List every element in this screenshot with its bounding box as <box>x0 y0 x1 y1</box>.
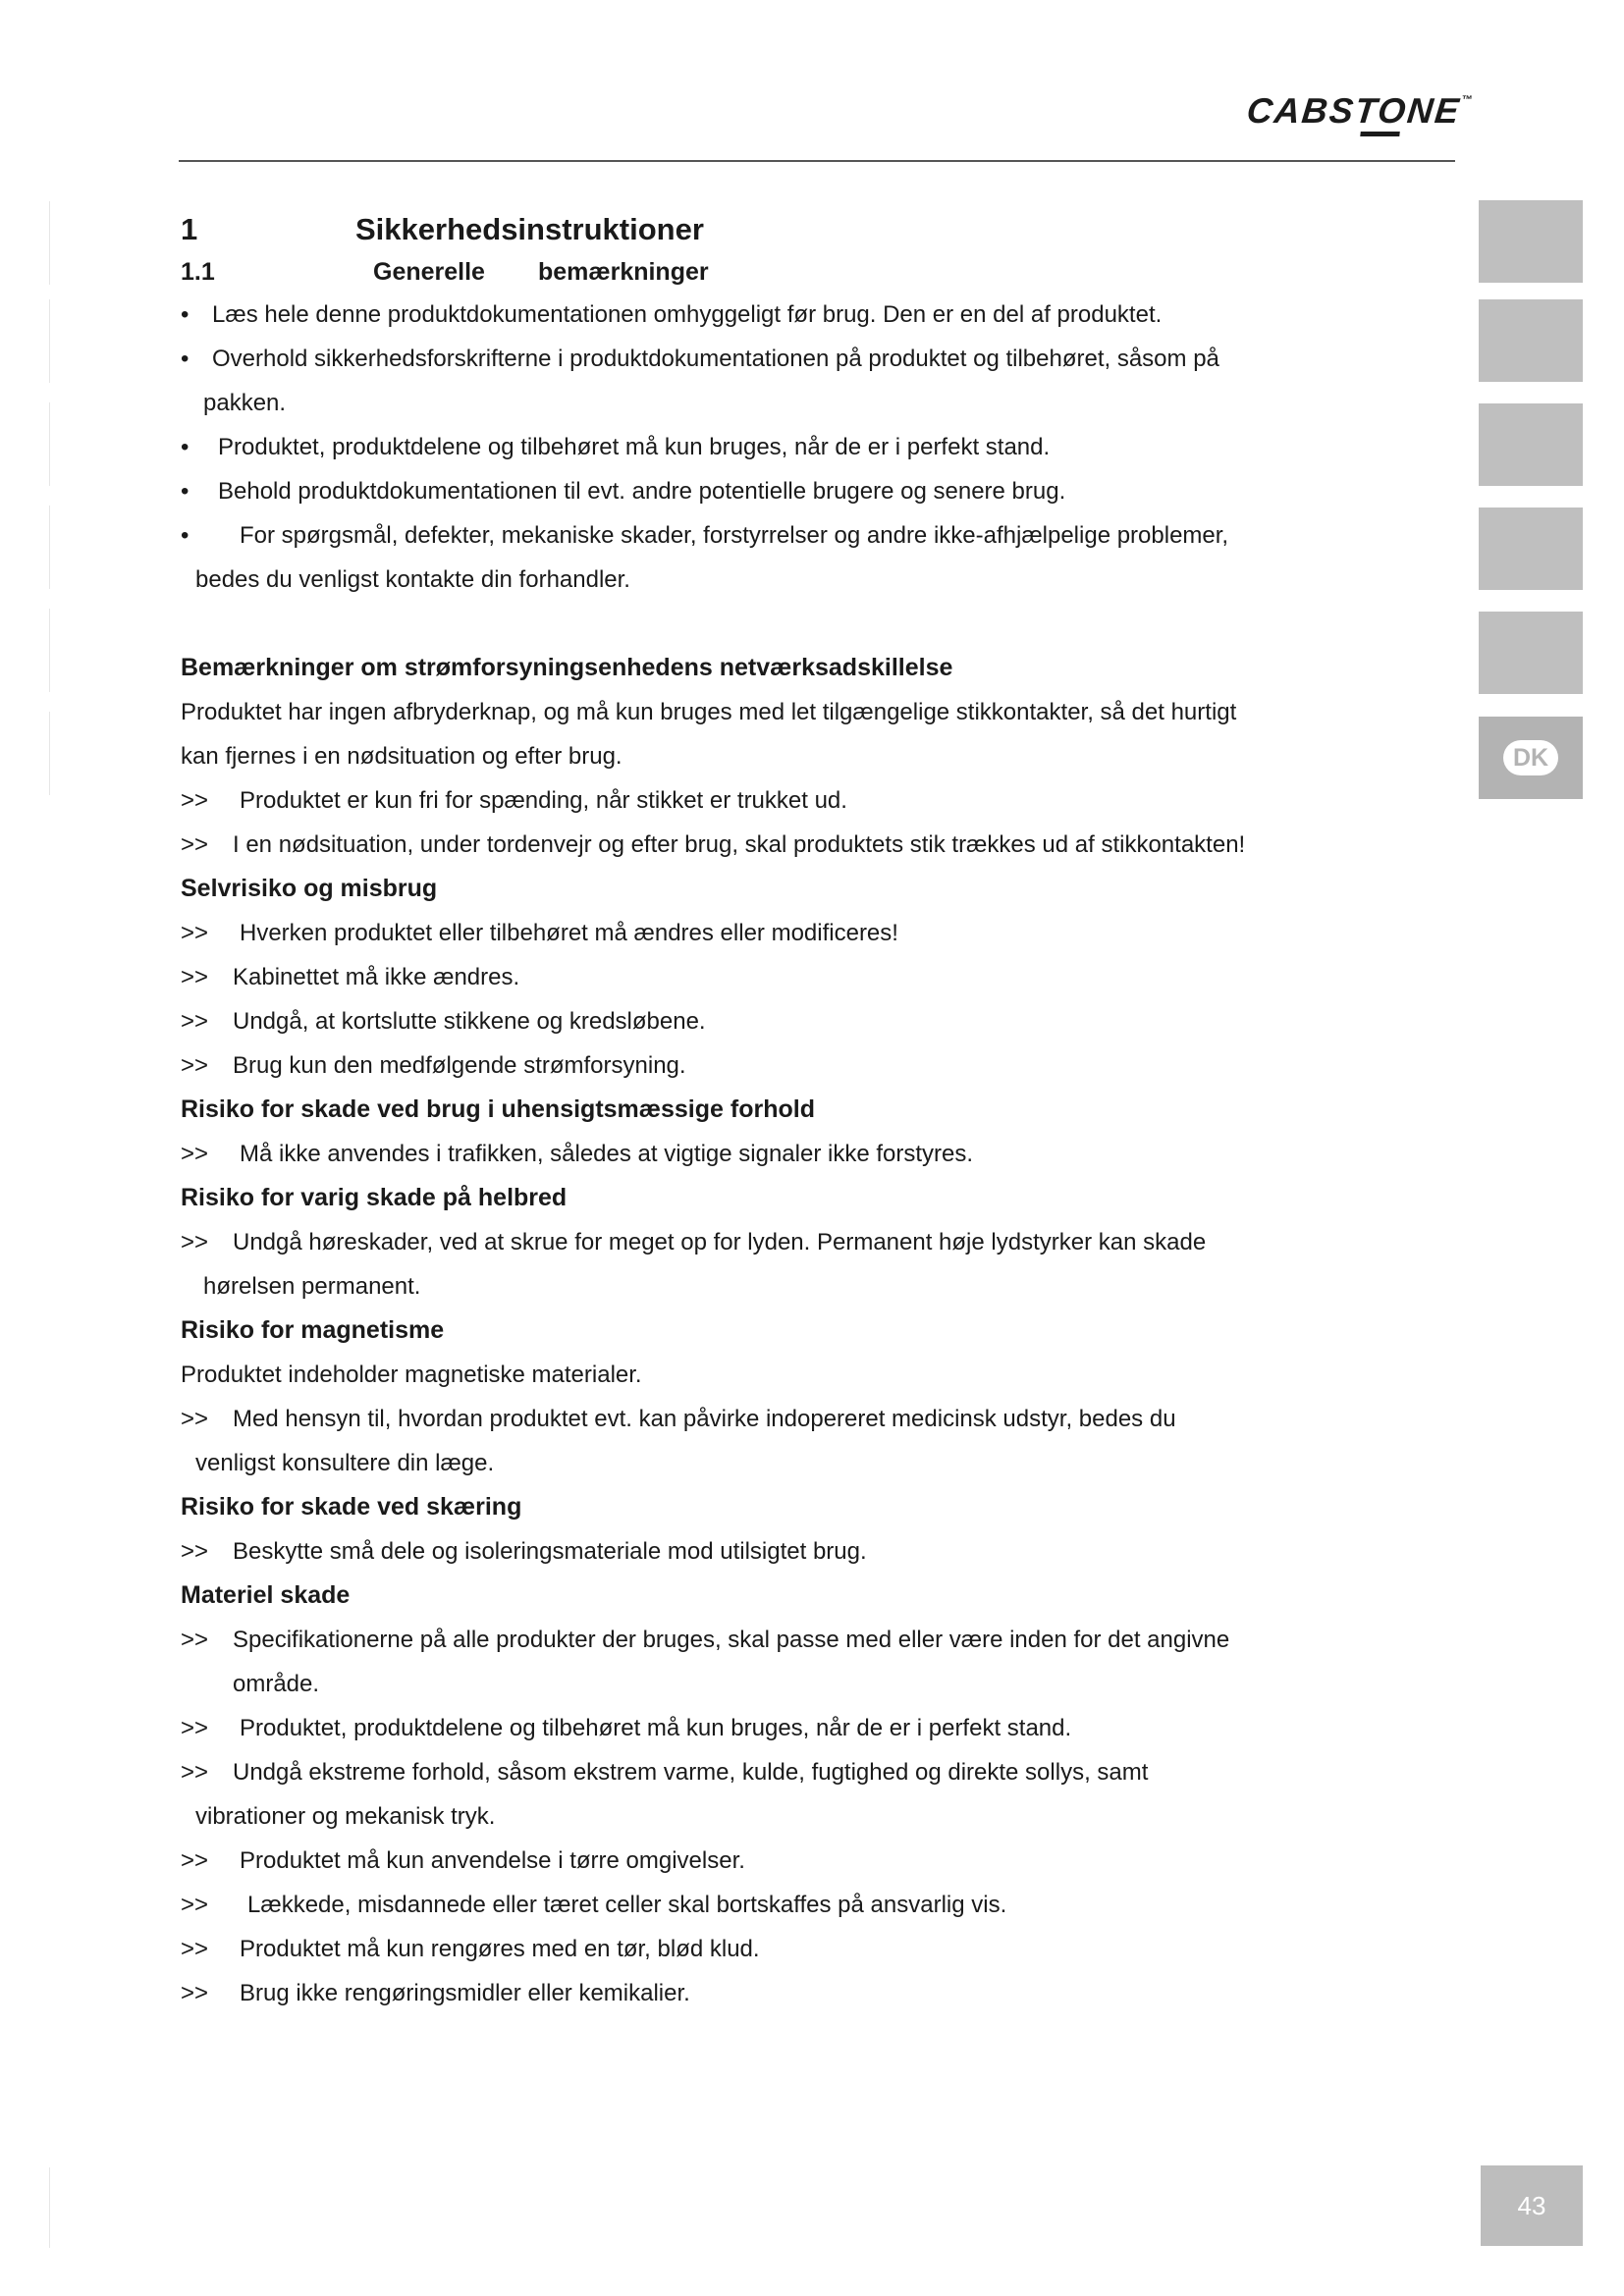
heading-magnetism: Risiko for magnetisme <box>181 1316 445 1344</box>
heading-self-risk: Selvrisiko og misbrug <box>181 875 438 902</box>
section-heading <box>181 208 1388 251</box>
subsection-title-word2: bemærkninger <box>537 257 709 286</box>
document-body <box>181 208 1388 2015</box>
list-item-cont: pakken. <box>203 390 287 416</box>
list-item-cont: venligst konsultere din læge. <box>195 1450 495 1476</box>
list-item: • Overhold sikkerhedsforskrifterne i produktdokumentationen på produktet og tilbehøret, såsom på <box>181 346 1219 372</box>
list-item: >> Specifikationerne på alle produkter der bruges, skal passe med eller være inden for det angivne <box>181 1627 1230 1653</box>
heading-unsafe-conditions: Risiko for skade ved brug i uhensigtsmæssige forhold <box>181 1095 815 1123</box>
list-item: >> Lækkede, misdannede eller tæret celler skal bortskaffes på ansvarlig vis. <box>181 1892 1007 1918</box>
paragraph: Produktet indeholder magnetiske materialer. <box>181 1362 642 1388</box>
list-item: • Produktet, produktdelene og tilbehøret må kun bruges, når de er i perfekt stand. <box>181 434 1051 460</box>
list-item: >> Må ikke anvendes i trafikken, således at vigtige signaler ikke forstyres. <box>181 1141 974 1167</box>
list-item-cont: vibrationer og mekanisk tryk. <box>195 1803 496 1830</box>
margin-line <box>49 609 50 692</box>
language-tab-dk[interactable] <box>1479 717 1583 799</box>
margin-line <box>49 201 50 285</box>
list-item: >> Produktet er kun fri for spænding, når stikket er trukket ud. <box>181 787 847 814</box>
section-title: Sikkerhedsinstruktioner <box>355 212 704 246</box>
paragraph: kan fjernes i en nødsituation og efter brug. <box>181 743 623 770</box>
margin-line <box>49 506 50 589</box>
logo-underline <box>1360 132 1400 136</box>
list-item: >> Brug ikke rengøringsmidler eller kemikalier. <box>181 1980 690 2006</box>
paragraph: Produktet har ingen afbryderknap, og må kun bruges med let tilgængelige stikkontakter, så det hurtigt <box>181 699 1237 725</box>
language-tab[interactable] <box>1479 507 1583 590</box>
section-number: 1 <box>181 212 198 246</box>
subsection-title-word1: Generelle <box>373 257 485 286</box>
brand-name: CABSTONE <box>1244 90 1463 131</box>
list-item: >> Undgå høreskader, ved at skrue for meget op for lyden. Permanent høje lydstyrker kan skade <box>181 1229 1207 1255</box>
list-item: • Behold produktdokumentationen til evt. andre potentielle brugere og senere brug. <box>181 478 1066 505</box>
heading-material: Materiel skade <box>181 1581 351 1609</box>
list-item-cont: hørelsen permanent. <box>203 1273 421 1300</box>
language-tab[interactable] <box>1479 299 1583 382</box>
list-item: >> Kabinettet må ikke ændres. <box>181 964 520 990</box>
subsection-heading <box>181 251 1388 293</box>
list-item: >> Undgå, at kortslutte stikkene og kredsløbene. <box>181 1008 706 1035</box>
header-rule <box>179 160 1455 162</box>
heading-cutting: Risiko for skade ved skæring <box>181 1493 522 1521</box>
list-item: >> Undgå ekstreme forhold, såsom ekstrem varme, kulde, fugtighed og direkte sollys, samt <box>181 1759 1149 1786</box>
list-item: >> Hverken produktet eller tilbehøret må ændres eller modificeres! <box>181 920 898 946</box>
list-item: >> I en nødsituation, under tordenvejr og efter brug, skal produktets stik trækkes ud af stikkontakten! <box>181 831 1246 858</box>
list-item: >> Brug kun den medfølgende strømforsyning. <box>181 1052 686 1079</box>
list-item: >> Beskytte små dele og isoleringsmateriale mod utilsigtet brug. <box>181 1538 867 1565</box>
heading-power: Bemærkninger om strømforsyningsenhedens netværksadskillelse <box>181 654 953 681</box>
list-item: • Læs hele denne produktdokumentationen omhyggeligt før brug. Den er en del af produktet. <box>181 301 1163 328</box>
dk-badge: DK <box>1503 740 1558 775</box>
page-number: 43 <box>1481 2165 1583 2246</box>
language-tab[interactable] <box>1479 403 1583 486</box>
brand-logo <box>1245 90 1476 132</box>
margin-line <box>49 2167 50 2248</box>
list-item: >> Produktet, produktdelene og tilbehøret må kun bruges, når de er i perfekt stand. <box>181 1715 1072 1741</box>
heading-health: Risiko for varig skade på helbred <box>181 1184 568 1211</box>
trademark-symbol: ™ <box>1460 94 1476 106</box>
margin-line <box>49 402 50 486</box>
list-item-cont: område. <box>233 1671 320 1697</box>
list-item: >> Produktet må kun rengøres med en tør, blød klud. <box>181 1936 760 1962</box>
subsection-number: 1.1 <box>181 257 215 286</box>
margin-line <box>49 712 50 795</box>
list-item: >> Med hensyn til, hvordan produktet evt. kan påvirke indopereret medicinsk udstyr, bedes du <box>181 1406 1176 1432</box>
margin-line <box>49 299 50 383</box>
language-tab[interactable] <box>1479 612 1583 694</box>
language-tab[interactable] <box>1479 200 1583 283</box>
list-item: >> Produktet må kun anvendelse i tørre omgivelser. <box>181 1847 745 1874</box>
list-item: • For spørgsmål, defekter, mekaniske skader, forstyrrelser og andre ikke-afhjælpelige problemer, <box>181 522 1229 549</box>
list-item-cont: bedes du venligst kontakte din forhandler. <box>195 566 630 593</box>
